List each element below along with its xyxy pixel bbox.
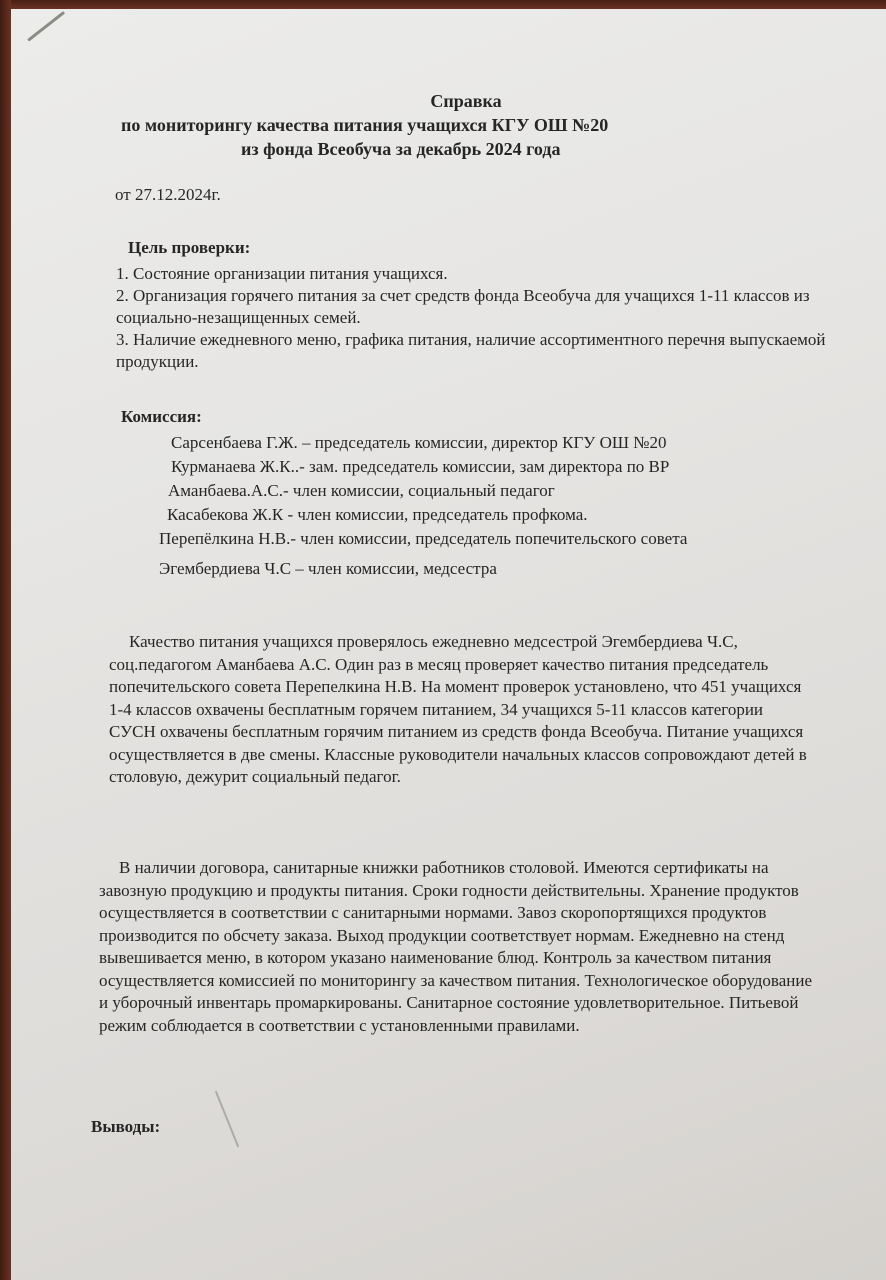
- commission-member: Касабекова Ж.К - член комиссии, председатель профкома.: [167, 505, 588, 524]
- goal-item: 2. Организация горячего питания за счет средств фонда Всеобуча для учащихся 1-11 классов из социально-незащищенных семей.: [116, 286, 810, 327]
- commission-section: [109, 405, 829, 581]
- commission-member: Сарсенбаева Г.Ж. – председатель комиссии, директор КГУ ОШ №20: [171, 433, 667, 452]
- goals-heading: Цель проверки:: [128, 238, 251, 257]
- commission-member: Аманбаева.А.С.- член комиссии, социальный педагог: [168, 481, 555, 500]
- document-page: [11, 9, 886, 1280]
- commission-member: Эгембердиева Ч.С – член комиссии, медсестра: [159, 559, 497, 578]
- paper-crease: [215, 1091, 239, 1147]
- desk-background-left: [0, 0, 11, 1280]
- body-paragraph: В наличии договора, санитарные книжки работников столовой. Имеются сертификаты на завозную продукцию и продукты питания. Сроки годности действительны. Хранение продуктов осуществляется в соответствии с санитарными нормами. Завоз скоропортящихся продуктов производится по обсчету заказа. Выход продукции соответствует нормам. Ежедневно на стенд вывешивается меню, в котором указано наименование блюд. Контроль за качеством питания осуществляется комиссией по мониторингу за качеством питания. Технологическое оборудование и уборочный инвентарь промаркированы. Санитарное состояние удовлетворительное. Питьевой режим соблюдается в соответствии с установленными правилами.: [99, 858, 813, 1035]
- goals-section: [116, 237, 826, 373]
- commission-member: Курманаева Ж.К..- зам. председатель комиссии, зам директора по ВР: [171, 457, 670, 476]
- body-paragraph: Качество питания учащихся проверялось ежедневно медсестрой Эгембердиева Ч.С, соц.педагогом Аманбаева А.С. Один раз в месяц проверяет качество питания председатель попечительского совета Перепелкина Н.В. На момент проверок установлено, что 451 учащихся 1-4 классов охвачены бесплатным горячем питанием, 34 учащихся 5-11 классов категории СУСН охвачены бесплатным горячим питанием из средств фонда Всеобуча. Питание учащихся осуществляется в две смены. Классные руководители начальных классов сопровождают детей в столовую, дежурит социальный педагог.: [109, 632, 807, 786]
- conclusions-heading: Выводы:: [91, 1117, 161, 1136]
- commission-heading: Комиссия:: [121, 407, 202, 426]
- document-subtitle-line1: по мониторингу качества питания учащихся КГУ ОШ №20: [121, 115, 609, 135]
- document-header: [11, 89, 886, 161]
- document-subtitle-line2: из фонда Всеобуча за декабрь 2024 года: [241, 139, 561, 159]
- goal-item: 3. Наличие ежедневного меню, графика питания, наличие ассортиментного перечня выпускаемой продукции.: [116, 330, 826, 371]
- staple-icon: [27, 11, 65, 42]
- commission-member: Перепёлкина Н.В.- член комиссии, председатель попечительского совета: [159, 529, 688, 548]
- goal-item: 1. Состояние организации питания учащихся.: [116, 264, 448, 283]
- document-title: Справка: [430, 91, 502, 111]
- document-date: от 27.12.2024г.: [115, 185, 221, 204]
- goals-list: [116, 263, 826, 373]
